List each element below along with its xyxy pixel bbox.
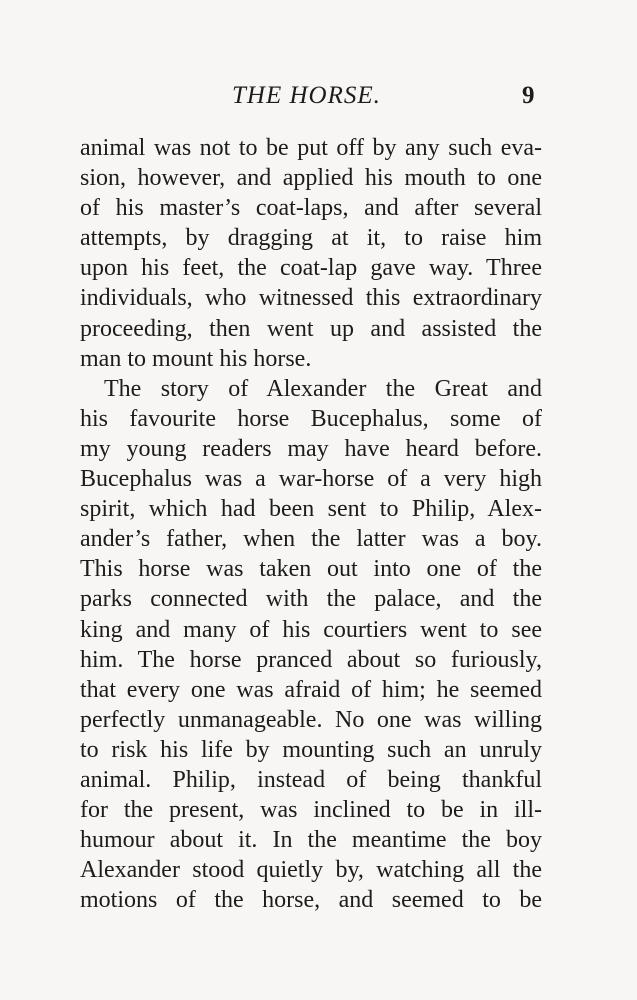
text-line: humour about it. In the meantime the boy (80, 827, 542, 854)
text-line: sion, however, and applied his mouth to one (80, 165, 542, 192)
text-line: This horse was taken out into one of the (80, 556, 542, 583)
text-line: Alexander stood quietly by, watching all the (80, 857, 542, 884)
text-line: individuals, who witnessed this extraordinary (80, 285, 542, 312)
text-line: attempts, by dragging at it, to raise him (80, 225, 542, 252)
text-line: his favourite horse Bucephalus, some of (80, 405, 542, 432)
page-number: 9 (522, 82, 535, 109)
text-line: that every one was afraid of him; he seemed (80, 676, 542, 703)
text-line: my young readers may have heard before. (80, 435, 542, 462)
text-line: ander’s father, when the latter was a boy. (80, 526, 542, 553)
text-line: Bucephalus was a war-horse of a very high (80, 466, 542, 493)
text-line: to risk his life by mounting such an unruly (80, 736, 542, 763)
text-line: man to mount his horse. (80, 345, 312, 372)
text-line: proceeding, then went up and assisted the (80, 315, 542, 342)
text-line: for the present, was inclined to be in ill- (80, 797, 542, 824)
running-head (0, 82, 637, 118)
text-line: The story of Alexander the Great and (104, 375, 542, 402)
text-line: upon his feet, the coat-lap gave way. Three (80, 255, 542, 282)
text-line: king and many of his courtiers went to see (80, 616, 542, 643)
text-line: perfectly unmanageable. No one was willing (80, 706, 542, 733)
text-line: spirit, which had been sent to Philip, Alex- (80, 496, 542, 523)
text-line: him. The horse pranced about so furiously, (80, 646, 542, 673)
text-line: parks connected with the palace, and the (80, 586, 542, 613)
body-text (80, 133, 542, 915)
text-line: animal. Philip, instead of being thankful (80, 766, 542, 793)
running-head-title: THE HORSE. (232, 82, 381, 109)
text-line: animal was not to be put off by any such eva- (80, 135, 542, 161)
text-line: of his master’s coat-laps, and after several (80, 195, 542, 222)
text-line: motions of the horse, and seemed to be (80, 887, 542, 914)
